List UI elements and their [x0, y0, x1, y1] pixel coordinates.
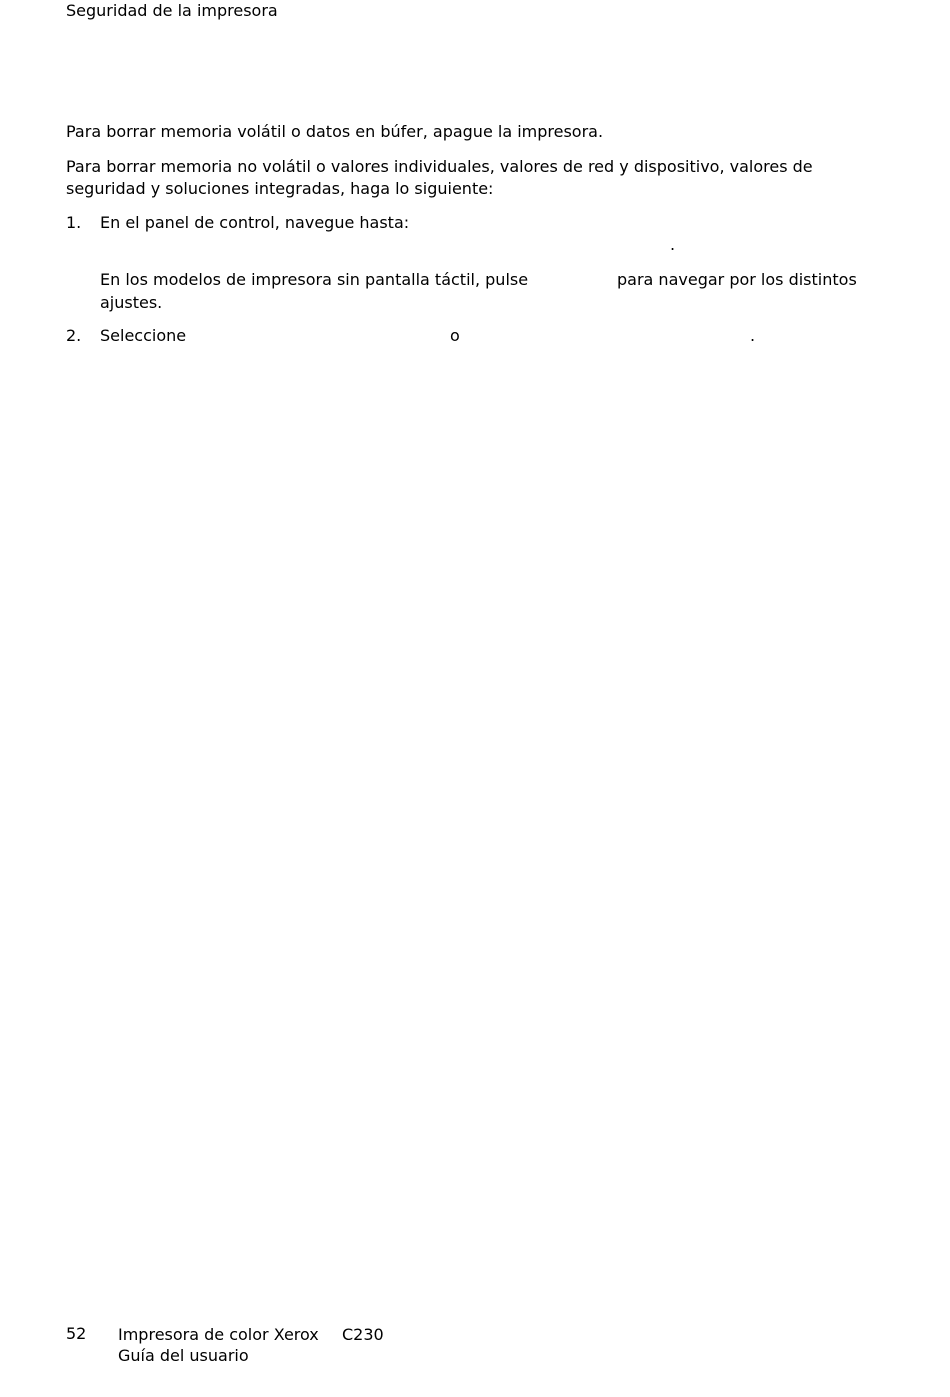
- step-2-number: 2.: [66, 326, 82, 345]
- step-2-or: o: [450, 326, 460, 345]
- page-header: Seguridad de la impresora: [66, 1, 278, 20]
- step-2-trailing-period: .: [750, 326, 756, 345]
- step-1-number: 1.: [66, 213, 82, 232]
- footer-guide: Guía del usuario: [118, 1346, 249, 1365]
- step-1-note-part3: ajustes.: [100, 293, 163, 312]
- step-1-trailing-period: .: [670, 235, 676, 254]
- footer-page-number: 52: [66, 1324, 87, 1343]
- paragraph-nonvolatile-memory: Para borrar memoria no volátil o valores individuales, valores de red y dispositivo, valores de seguridad y soluciones integradas, haga lo siguiente:: [66, 157, 813, 198]
- footer-model: C230: [342, 1325, 384, 1344]
- step-1-text: En el panel de control, navegue hasta:: [100, 213, 410, 232]
- step-2-text: Seleccione: [100, 326, 187, 345]
- step-1-note-part1: En los modelos de impresora sin pantalla táctil, pulse: [100, 270, 529, 289]
- step-1-note-part2: para navegar por los distintos: [617, 270, 857, 289]
- footer-product: Impresora de color Xerox: [118, 1325, 319, 1344]
- paragraph-volatile-memory: Para borrar memoria volátil o datos en búfer, apague la impresora.: [66, 122, 604, 141]
